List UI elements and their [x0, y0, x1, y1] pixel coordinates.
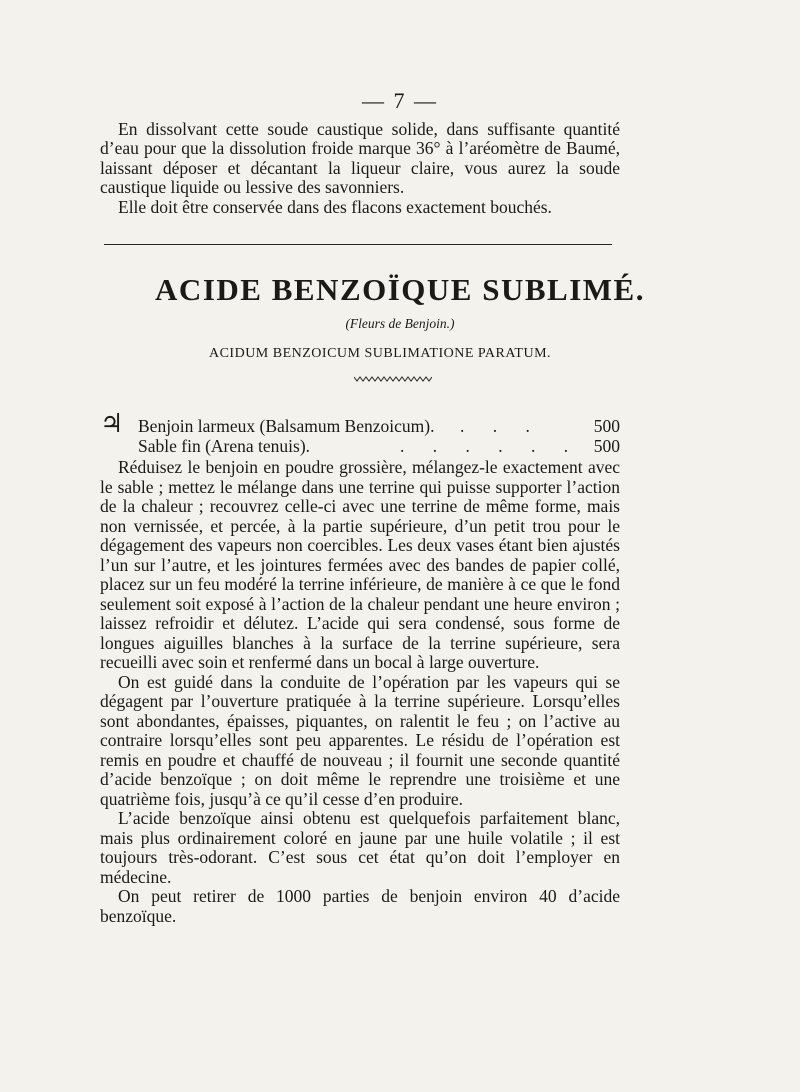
body-text: [100, 458, 620, 926]
body-paragraph-2: On est guidé dans la conduite de l’opération par les vapeurs qui se dégagent par l’ouverture pratiquée à la terrine supérieure. Lorsqu’elles sont abondantes, épaisses, piquantes, on ralentit le feu ; on l’active au contraire lorsqu’elles sont peu apparentes. Le résidu de l’opération est remis en poudre et chauffé de nouveau ; il fournit une seconde quantité d’acide benzoïque ; on doit même le reprendre une troisième et une quatrième fois, jusqu’à ce qu’il cesse d’en produire.: [100, 671, 620, 809]
recipe-row: [100, 436, 622, 456]
intro-paragraph-1: En dissolvant cette soude caustique solide, dans suffisante quantité d’eau pour que la dissolution froide marque 36° à l’aréomètre de Baumé, laissant déposer et décantant la liqueur claire, vous aurez la soude caustique liquide ou lessive des savonniers.: [100, 119, 620, 198]
intro-paragraph-2: Elle doit être conservée dans des flacons exactement bouchés.: [118, 196, 552, 217]
section-divider: [104, 244, 612, 245]
recipe-row: [100, 409, 622, 438]
ingredient-quantity: 500: [593, 436, 620, 456]
ingredient-quantity: 500: [593, 416, 620, 436]
recipe-list: [100, 409, 622, 456]
page-number: — 7 —: [362, 88, 438, 113]
ingredient-name: Sable fin (Arena tenuis).: [138, 436, 311, 456]
body-paragraph-1: Réduisez le benjoin en poudre grossière, mélangez-le exactement avec le sable ; mettez le mélange dans une terrine qui puisse supporter l’action de la chaleur ; recouvrez celle-ci avec une terrine de même forme, mais non vernissée, et percée, à la partie supérieure, d’un petit trou pour le dégagement des vapeurs non coercibles. Les deux vases étant bien ajustés l’un sur l’autre, et les jointures fermées avec des bandes de papier collé, placez sur un feu modéré la terrine inférieure, de manière à ce que le fond seulement soit exposé à l’action de la chaleur pendant une heure environ ; laissez refroidir et délutez. L’acide qui sera condensé, sous forme de longues aiguilles blanches à la surface de la terrine supérieure, sera recueilli avec soin et renfermé dans un bocal à large ouverture.: [100, 457, 620, 672]
latin-name: ACIDUM BENZOICUM SUBLIMATIONE PARATUM.: [208, 346, 552, 361]
leader-dots: . . .: [460, 416, 542, 436]
ingredient-name: Benjoin larmeux (Balsamum Benzoicum).: [138, 416, 435, 436]
intro-text: [100, 120, 620, 217]
section-subtitle: (Fleurs de Benjoin.): [345, 316, 455, 331]
body-paragraph-3: L’acide benzoïque ainsi obtenu est quelquefois parfaitement blanc, mais plus ordinairement coloré en jaune par une huile volatile ; il est toujours très-odorant. C’est sous cet état qu’on doit l’employer en médecine.: [100, 808, 620, 887]
body-paragraph-4: On peut retirer de 1000 parties de benjoin environ 40 d’acide benzoïque.: [100, 886, 620, 926]
recipe-symbol: ♃: [100, 409, 124, 438]
leader-dots: . . . . . .: [400, 436, 581, 456]
ornament-divider: [354, 374, 432, 384]
section-title: ACIDE BENZOÏQUE SUBLIMÉ.: [155, 272, 645, 307]
